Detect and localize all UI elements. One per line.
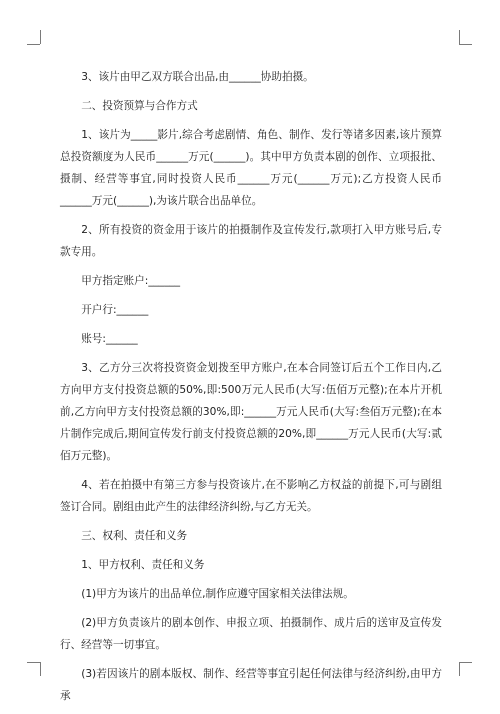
- paragraph-budget: 1、该片为_____影片,综合考虑剧情、角色、制作、发行等诸多因素,该片预算总投资额度为人民币______万元(______)。其中甲方负责本剧的创作、立项报批、摄制、经营等事宜,同时投资人民币______万元(______万元);乙方投资人民币______万元(______),为该片联合出品单位。: [60, 129, 442, 207]
- crop-mark-line: [459, 30, 460, 44]
- subheading-party-a: 1、甲方权利、责任和义务: [81, 559, 205, 571]
- item-3: (3)若因该片的剧本版权、制作、经营等事宜引起任何法律与经济纠纷,由甲方承: [60, 668, 442, 702]
- field-designated-account: 甲方指定账户:______: [81, 275, 181, 287]
- item-1: (1)甲方为该片的出品单位,制作应遵守国家相关法律法规。: [81, 588, 354, 600]
- crop-mark-line: [459, 662, 472, 663]
- crop-mark-line: [27, 662, 40, 663]
- paragraph-payment-schedule: 3、乙方分三次将投资资金划拨至甲方账户,在本合同签订后五个工作日内,乙方向甲方支付投资总额的50%,即:500万元人民币(大写:伍佰万元整);在本片开机前,乙方向甲方支付投资总额的30%,即:______万元人民币(大写:叁佰万元整);在本片制作完成后,期间宣传发行前支付投资总额的20%,即______万元人民币(大写:贰佰万元整)。: [60, 362, 442, 462]
- crop-mark-line: [459, 44, 472, 45]
- paragraph-clause-3: 3、该片由甲乙双方联合出品,由______协助拍摄。: [81, 71, 314, 83]
- paragraph-third-party: 4、若在拍摄中有第三方参与投资该片,在不影响乙方权益的前提下,可与剧组签订合同。剧组由此产生的法律经济纠纷,与乙方无关。: [60, 479, 442, 513]
- section-heading-investment: 二、投资预算与合作方式: [81, 100, 198, 112]
- item-2: (2)甲方负责该片的剧本创作、申报立项、拍摄制作、成片后的送审及宣传发行、经营等一切事宜。: [60, 617, 442, 651]
- crop-mark-line: [40, 662, 41, 676]
- crop-mark-line: [459, 662, 460, 676]
- paragraph-funds-usage: 2、所有投资的资金用于该片的拍摄制作及宣传发行,款项打入甲方账号后,专款专用。: [60, 224, 442, 258]
- crop-mark-line: [27, 44, 40, 45]
- crop-mark-line: [40, 30, 41, 44]
- field-account-number: 账号:______: [81, 333, 138, 345]
- section-heading-rights: 三、权利、责任和义务: [81, 530, 188, 542]
- field-bank: 开户行:______: [81, 304, 149, 316]
- document-page: [60, 66, 442, 714]
